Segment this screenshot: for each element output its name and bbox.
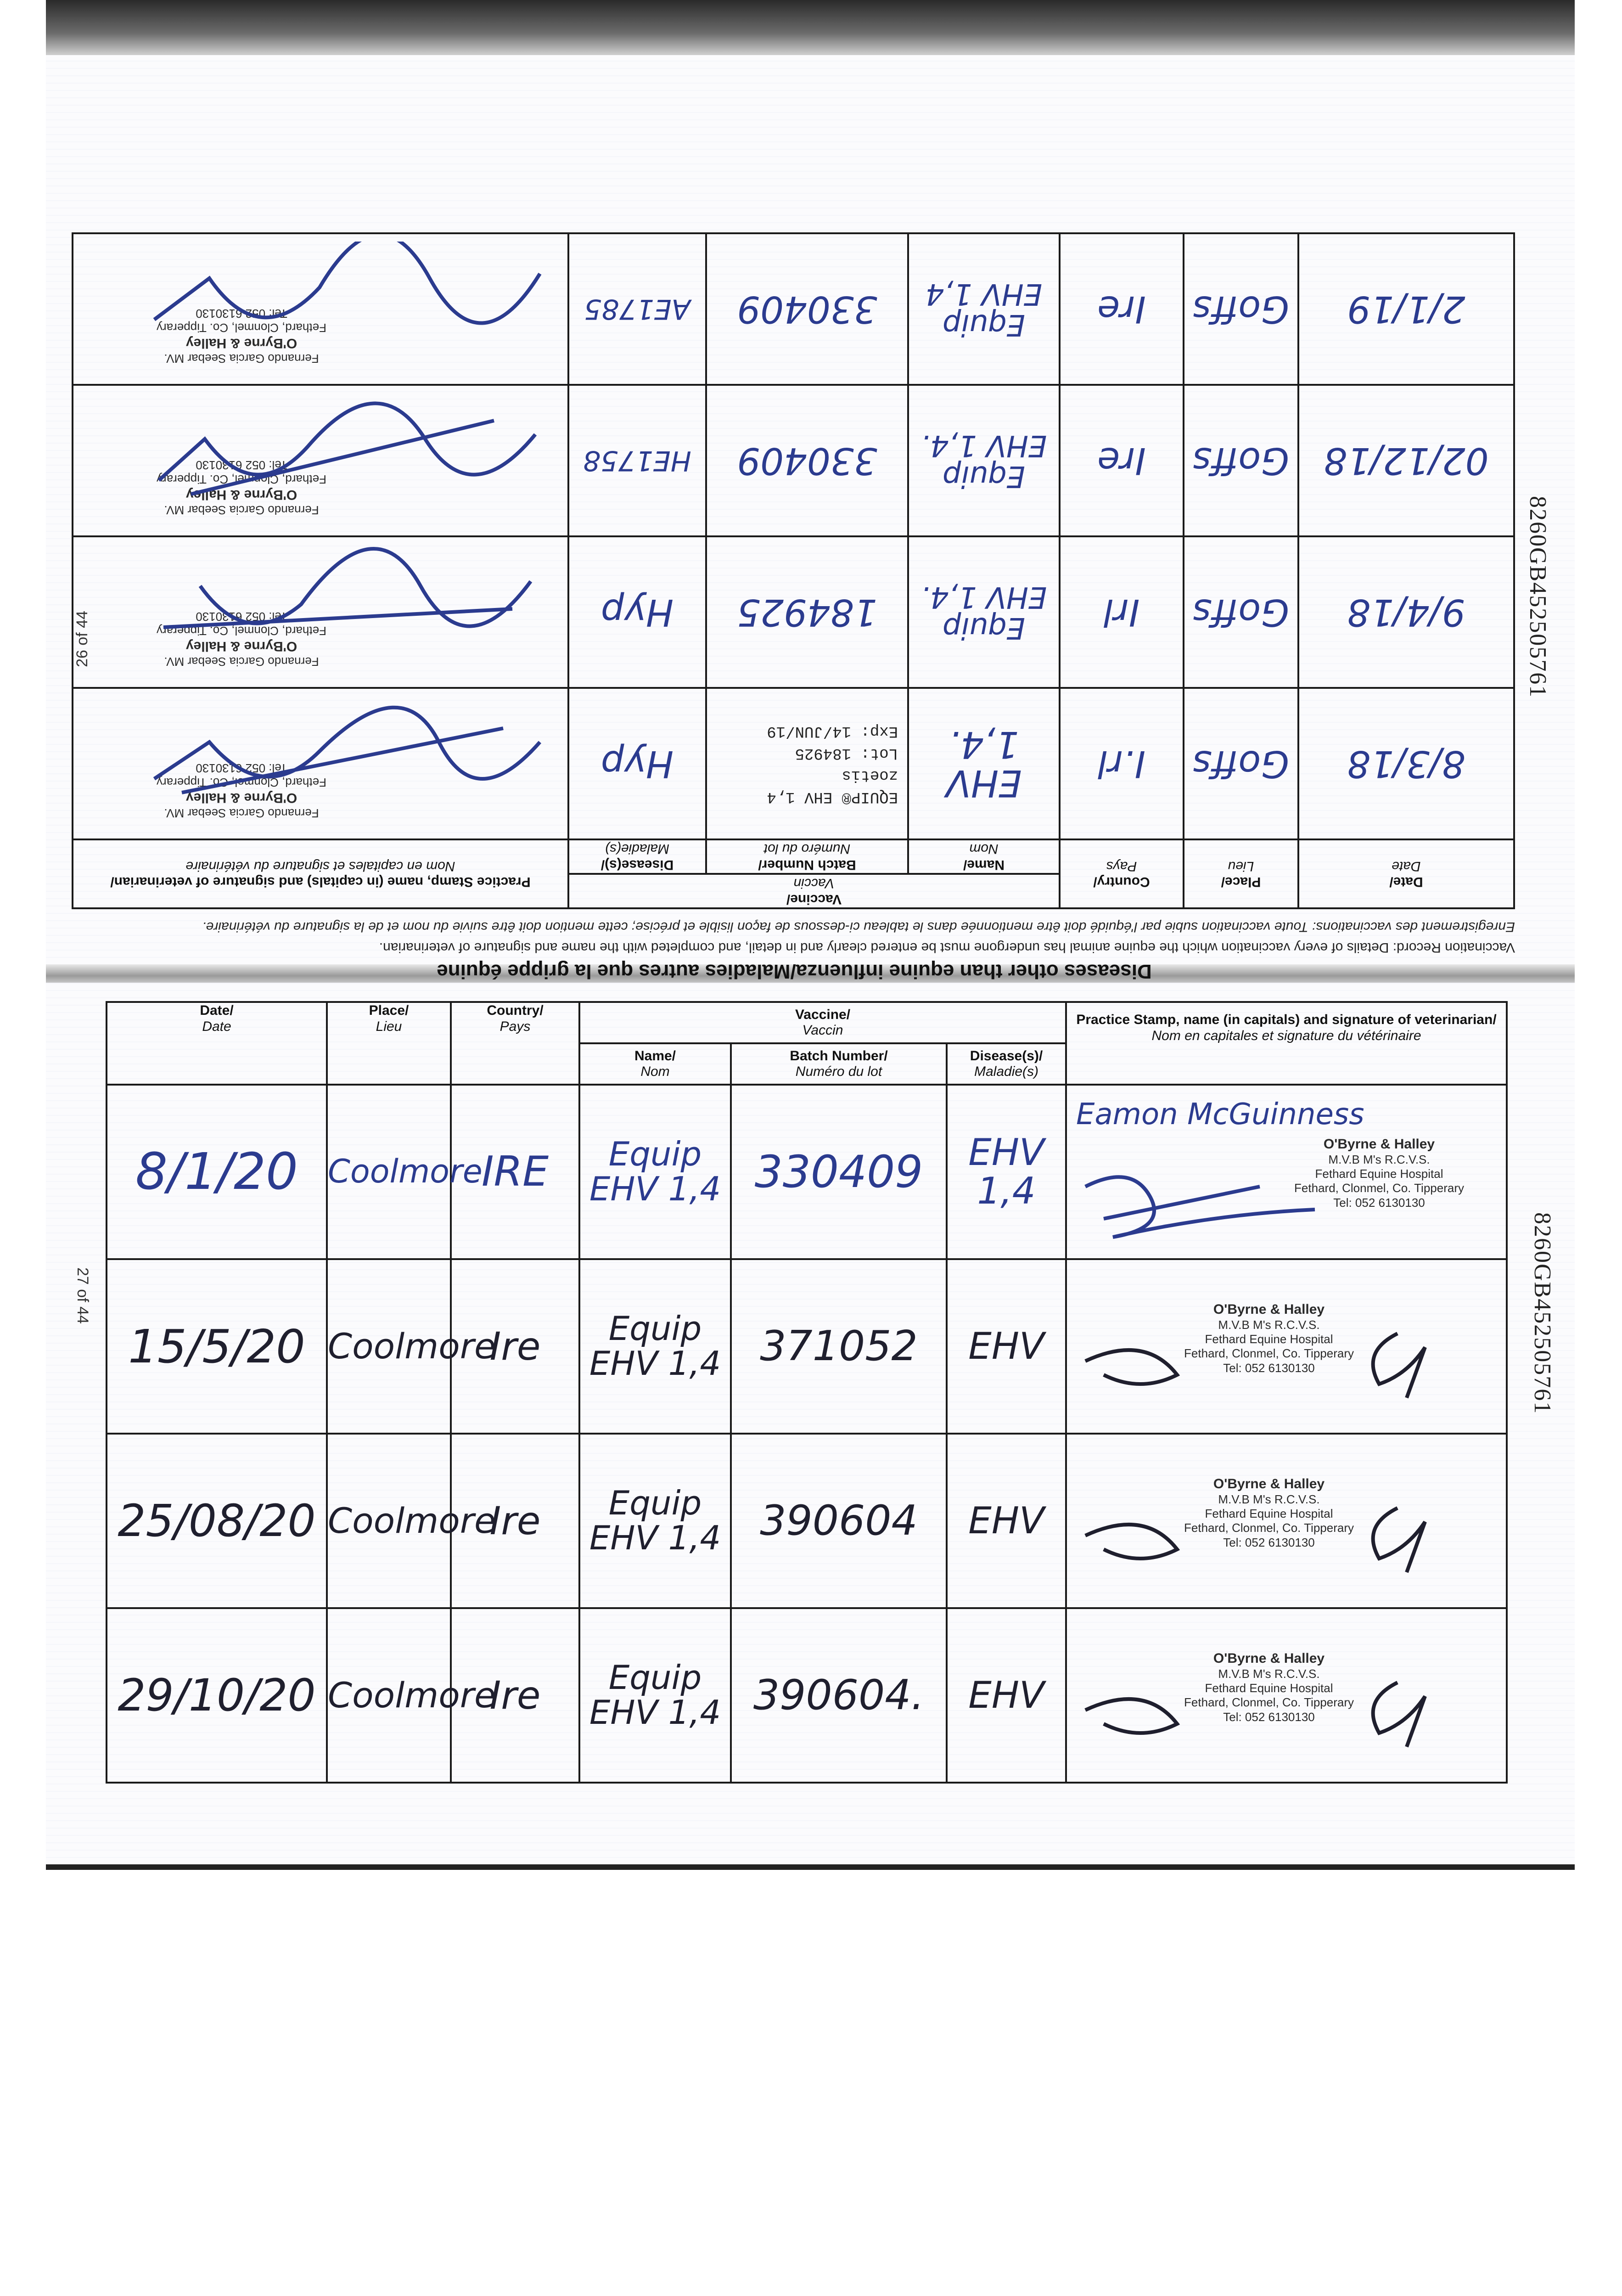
cell-name: Equip EHV 1,4 (579, 1434, 731, 1608)
section-intro: Vaccination Record: Details of every vaccination which the equine animal has undergone must be entered clearly and in detail, and completed with the name and signature of veterinarian. (379, 940, 1515, 955)
batch-exp: Exp: 14/JUN/19 (767, 722, 898, 740)
lower-page (106, 1001, 1508, 1784)
vet-stamp: O'Byrne & Halley M.V.B M's R.C.V.S. Fethard Equine Hospital Fethard, Clonmel, Co. Tipperary Tel: 052 6130130 (1184, 1651, 1354, 1724)
batch-lot: Lot: 184925 (795, 744, 898, 762)
cell-name: Equip EHV 1,4. (908, 536, 1060, 688)
vet-stamp: O'Byrne & Halley M.V.B M's R.C.V.S. Fethard Equine Hospital Fethard, Clonmel, Co. Tipperary Tel: 052 6130130 (1184, 1476, 1354, 1549)
batch-product-label: EQUIP® EHV 1,4 zoetis (767, 766, 898, 806)
cell-stamp (1066, 1259, 1507, 1434)
vet-name-handwritten: Eamon McGuinness (1076, 1097, 1364, 1131)
col-vaccine: Vaccine/ Vaccin (579, 1002, 1066, 1043)
col-name: Name/ Nom (908, 839, 1060, 874)
table-row (107, 1085, 1507, 1259)
cell-stamp (73, 688, 568, 839)
cell-country: Ire (1060, 385, 1184, 536)
cell-name: EHV 1,4. (908, 688, 1060, 839)
scan-edge-top (46, 0, 1575, 55)
cell-date: 8/3/18 (1298, 688, 1514, 839)
upper-page-rotated (73, 119, 1515, 983)
cell-stamp (1066, 1608, 1507, 1783)
cell-date: 2/1/19 (1298, 233, 1514, 385)
cell-country: Ire (451, 1434, 579, 1608)
cell-place: Goffs (1184, 688, 1298, 839)
cell-place: Coolmore (327, 1608, 451, 1783)
cell-disease: Hyp (568, 688, 706, 839)
cell-place: Coolmore (327, 1085, 451, 1259)
vet-stamp: O'Byrne & Halley M.V.B M's R.C.V.S. Fethard Equine Hospital Fethard, Clonmel, Co. Tipperary Tel: 052 6130130 (1294, 1137, 1464, 1210)
cell-country: IRE (451, 1085, 579, 1259)
cell-batch: 184925 (706, 536, 908, 688)
section-heading: Diseases other than equine influenza/Maladies autres que la grippe équine (437, 960, 1152, 983)
cell-country: Irl (1060, 536, 1184, 688)
cell-disease: HE1758 (568, 385, 706, 536)
vet-stamp: Fernando Garcia Seebar MV. O'Byrne & Halley Fethard, Clonmel, Co. Tipperary Tel: 052 6130130 (157, 306, 326, 366)
col-disease: Disease(s)/ Maladie(s) (568, 839, 706, 874)
cell-date: 9/4/18 (1298, 536, 1514, 688)
table-row (107, 1608, 1507, 1783)
table-row (73, 385, 1514, 536)
vet-stamp: Fernando Garcia Seebar MV. O'Byrne & Halley Fethard, Clonmel, Co. Tipperary Tel: 052 6130130 (157, 761, 326, 820)
cell-batch: 371052 (731, 1259, 947, 1434)
col-date: Date/ Date (1298, 839, 1514, 908)
cell-place: Goffs (1184, 536, 1298, 688)
table-row (107, 1259, 1507, 1434)
cell-country: Ire (451, 1608, 579, 1783)
cell-disease: AE1785 (568, 233, 706, 385)
cell-date: 29/10/20 (107, 1608, 327, 1783)
cell-stamp (73, 536, 568, 688)
vaccination-table-upper (72, 232, 1515, 909)
col-place: Place/ Lieu (1184, 839, 1298, 908)
col-date: Date/ Date (107, 1002, 327, 1085)
cell-name: Equip EHV 1,4. (908, 385, 1060, 536)
cell-place: Goffs (1184, 233, 1298, 385)
vet-stamp: O'Byrne & Halley M.V.B M's R.C.V.S. Fethard Equine Hospital Fethard, Clonmel, Co. Tipperary Tel: 052 6130130 (1184, 1302, 1354, 1375)
cell-batch: 390604. (731, 1608, 947, 1783)
cell-date: 15/5/20 (107, 1259, 327, 1434)
cell-name: Equip EHV 1,4 (579, 1085, 731, 1259)
table-row (73, 536, 1514, 688)
cell-stamp (1066, 1085, 1507, 1259)
vet-signature (145, 393, 558, 531)
right-page-number: 27 of 44 (74, 1267, 91, 1324)
cell-disease: EHV (947, 1259, 1066, 1434)
cell-place: Coolmore (327, 1259, 451, 1434)
cell-name: Equip EHV 1,4 (908, 233, 1060, 385)
cell-date: 8/1/20 (107, 1085, 327, 1259)
col-country: Country/ Pays (451, 1002, 579, 1085)
cell-country: Ire (1060, 233, 1184, 385)
col-batch: Batch Number/ Numéro du lot (706, 839, 908, 874)
cell-disease: Hyp (568, 536, 706, 688)
cell-batch: 390604 (731, 1434, 947, 1608)
left-page-number: 26 of 44 (73, 611, 91, 667)
vet-signature (1076, 1655, 1489, 1756)
col-place: Place/ Lieu (327, 1002, 451, 1085)
cell-stamp (73, 233, 568, 385)
col-vaccine: Vaccine/ Vaccin (568, 874, 1060, 908)
cell-batch: 330409 (706, 233, 908, 385)
cell-disease: EHV (947, 1608, 1066, 1783)
table-row (73, 688, 1514, 839)
cell-date: 25/08/20 (107, 1434, 327, 1608)
cell-place: Goffs (1184, 385, 1298, 536)
cell-batch: 330409 (731, 1085, 947, 1259)
col-stamp: Practice Stamp, name (in capitals) and signature of veterinarian/ Nom en capitales et signature du vétérinaire (1066, 1002, 1507, 1085)
vet-stamp: Fernando Garcia Seebar MV. O'Byrne & Halley Fethard, Clonmel, Co. Tipperary Tel: 052 6130130 (157, 609, 326, 669)
cell-batch-label (706, 688, 908, 839)
cell-name: Equip EHV 1,4 (579, 1608, 731, 1783)
vet-signature (145, 242, 558, 379)
col-disease: Disease(s)/ Maladie(s) (947, 1043, 1066, 1085)
cell-place: Coolmore (327, 1434, 451, 1608)
col-batch: Batch Number/ Numéro du lot (731, 1043, 947, 1085)
document-id-lower: 8260GB452505761 (1529, 1212, 1555, 1415)
vet-signature (1076, 1480, 1489, 1581)
cell-date: 02/12/18 (1298, 385, 1514, 536)
vet-signature (145, 545, 558, 682)
cell-stamp (1066, 1434, 1507, 1608)
scan-edge-bottom (46, 1864, 1575, 1870)
table-row (107, 1434, 1507, 1608)
cell-country: Ire (451, 1259, 579, 1434)
vet-signature (1076, 1159, 1333, 1251)
table-row (73, 233, 1514, 385)
col-name: Name/ Nom (579, 1043, 731, 1085)
cell-stamp (73, 385, 568, 536)
vet-stamp: Fernando Garcia Seebar MV. O'Byrne & Halley Fethard, Clonmel, Co. Tipperary Tel: 052 6130130 (157, 458, 326, 517)
vet-signature (145, 696, 558, 834)
col-stamp: Practice Stamp, name (in capitals) and signature of veterinarian/ Nom en capitales et signature du vétérinaire (73, 839, 568, 908)
section-intro-fr: Enregistrement des vaccinations: Toute vaccination subie par l'équidé doit être mentionnée dans le tableau ci-dessous de façon lisible et précise; cette mention doit être suivie du nom et de la signature du vétérinaire. (202, 919, 1515, 934)
cell-disease: EHV (947, 1434, 1066, 1608)
cell-name: Equip EHV 1,4 (579, 1259, 731, 1434)
col-country: Country/ Pays (1060, 839, 1184, 908)
cell-country: I.rl (1060, 688, 1184, 839)
cell-disease: EHV 1,4 (947, 1085, 1066, 1259)
vaccination-table-lower (106, 1001, 1508, 1784)
cell-batch: 330409 (706, 385, 908, 536)
document-id-upper: 8260GB452505761 (1525, 496, 1551, 698)
vet-signature (1076, 1306, 1489, 1407)
